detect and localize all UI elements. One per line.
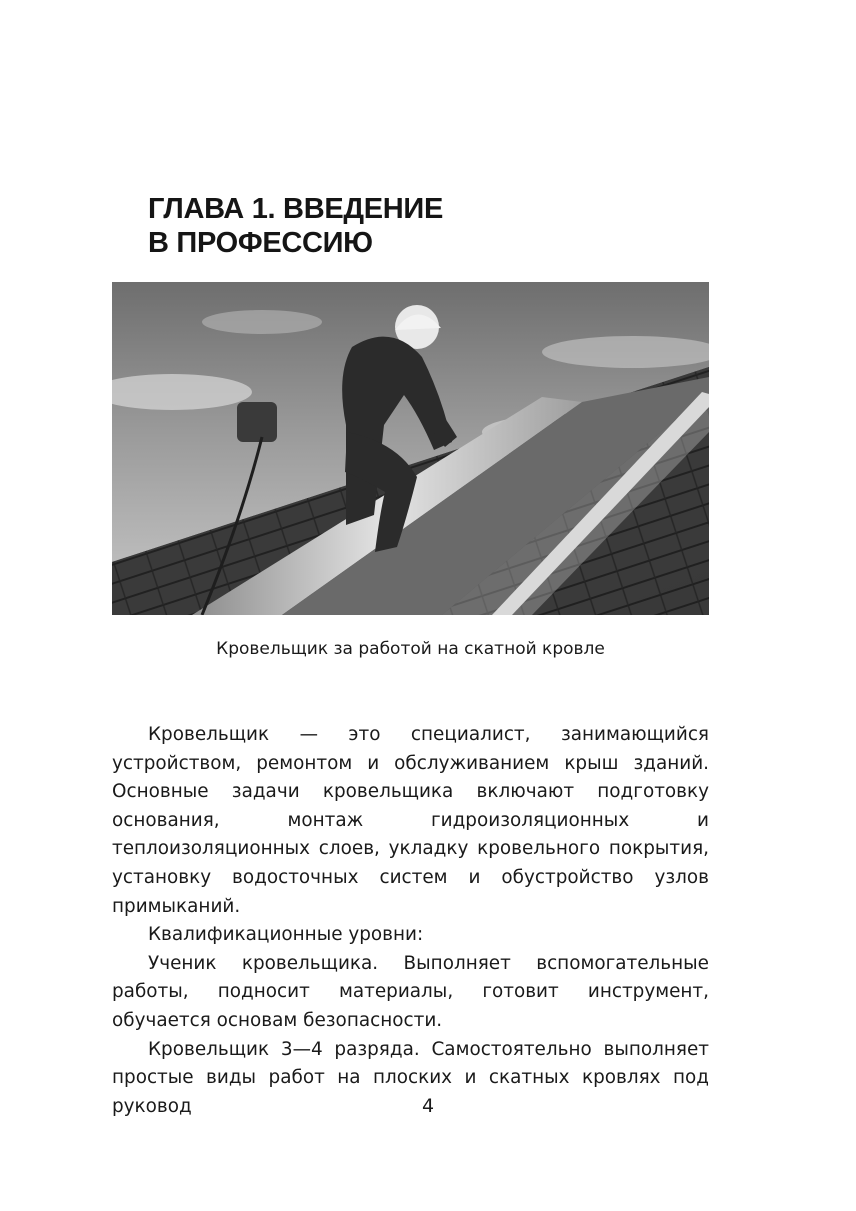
chapter-title-line-1: ГЛАВА 1. ВВЕДЕНИЕ [148,193,444,225]
body-text [112,721,709,1121]
chapter-title-line-2: В ПРОФЕССИЮ [148,227,373,259]
page-number: 4 [421,1095,435,1117]
roofer-photo [112,282,709,615]
paragraph: Кровельщик 3—4 разряда. Самостоятельно выполняет простые виды работ на плоских и скатных кровлях под руковод [112,1038,709,1117]
paragraph: Квалификационные уровни: [148,924,424,946]
chapter-title [148,192,708,260]
figure-caption: Кровельщик за работой на скатной кровле [216,639,605,659]
paragraph: Ученик кровельщика. Выполняет вспомогательные работы, подносит материалы, готовит инструмент, обучается основам безопасности. [112,952,709,1031]
paragraph: Кровельщик — это специалист, занимающийся устройством, ремонтом и обслуживанием крыш зданий. Основные задачи кровельщика включают подготовку основания, монтаж гидроизоляционных и теплоизоляционных слоев, укладку кровельного покрытия, установку водосточных систем и обустройство узлов примыканий. [112,724,709,917]
